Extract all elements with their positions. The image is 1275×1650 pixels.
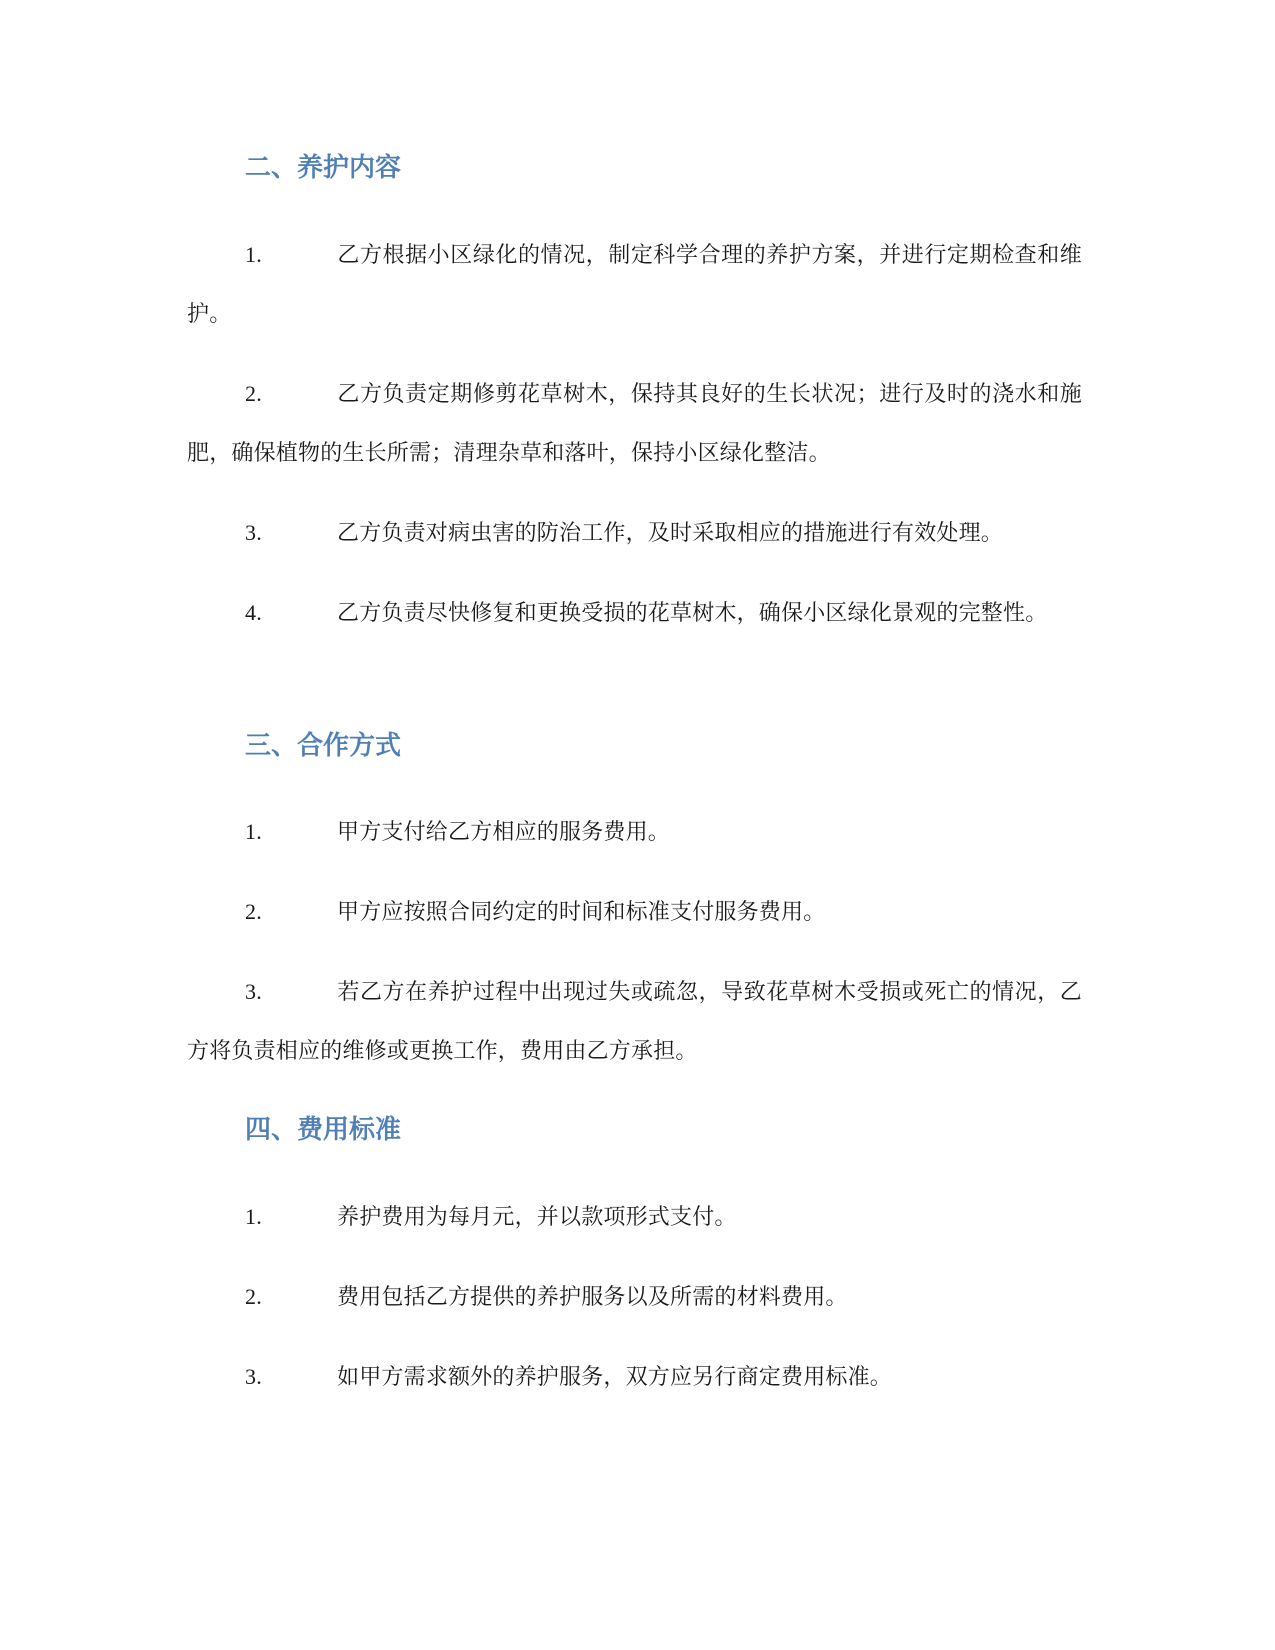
item-text: 乙方负责对病虫害的防治工作，及时采取相应的措施进行有效处理。 bbox=[337, 521, 1004, 546]
list-item bbox=[187, 1347, 1082, 1407]
item-number: 3. bbox=[245, 979, 262, 1004]
item-text: 乙方负责尽快修复和更换受损的花草树木，确保小区绿化景观的完整性。 bbox=[337, 601, 1048, 626]
list-item bbox=[187, 364, 1082, 483]
item-text: 甲方支付给乙方相应的服务费用。 bbox=[337, 820, 671, 845]
item-number: 3. bbox=[245, 1364, 262, 1389]
list-item bbox=[187, 1187, 1082, 1247]
section-heading-cooperation: 三、合作方式 bbox=[245, 731, 402, 761]
item-number: 2. bbox=[245, 1284, 262, 1309]
item-number: 2. bbox=[245, 899, 262, 924]
item-text: 甲方应按照合同约定的时间和标准支付服务费用。 bbox=[337, 900, 826, 925]
list-item bbox=[187, 962, 1082, 1081]
item-number: 4. bbox=[245, 600, 262, 625]
item-text: 若乙方在养护过程中出现过失或疏忽，导致花草树木受损或死亡的情况，乙方将负责相应的维修或更换工作，费用由乙方承担。 bbox=[187, 980, 1082, 1064]
item-number: 1. bbox=[245, 1204, 262, 1229]
item-number: 1. bbox=[245, 819, 262, 844]
list-item bbox=[187, 583, 1082, 643]
item-text: 乙方根据小区绿化的情况，制定科学合理的养护方案，并进行定期检查和维护。 bbox=[187, 243, 1082, 327]
item-text: 费用包括乙方提供的养护服务以及所需的材料费用。 bbox=[337, 1285, 848, 1310]
list-item bbox=[187, 802, 1082, 862]
item-number: 3. bbox=[245, 520, 262, 545]
item-number: 1. bbox=[245, 242, 262, 267]
section-heading-fees: 四、费用标准 bbox=[245, 1115, 402, 1145]
section-heading-maintenance: 二、养护内容 bbox=[245, 153, 402, 183]
list-item bbox=[187, 1267, 1082, 1327]
list-item bbox=[187, 225, 1082, 344]
item-number: 2. bbox=[245, 381, 262, 406]
item-text: 如甲方需求额外的养护服务，双方应另行商定费用标准。 bbox=[337, 1365, 893, 1390]
item-text: 乙方负责定期修剪花草树木，保持其良好的生长状况；进行及时的浇水和施肥，确保植物的生长所需；清理杂草和落叶，保持小区绿化整洁。 bbox=[187, 382, 1082, 466]
list-item bbox=[187, 882, 1082, 942]
item-text: 养护费用为每月元，并以款项形式支付。 bbox=[337, 1205, 737, 1230]
list-item bbox=[187, 503, 1082, 563]
